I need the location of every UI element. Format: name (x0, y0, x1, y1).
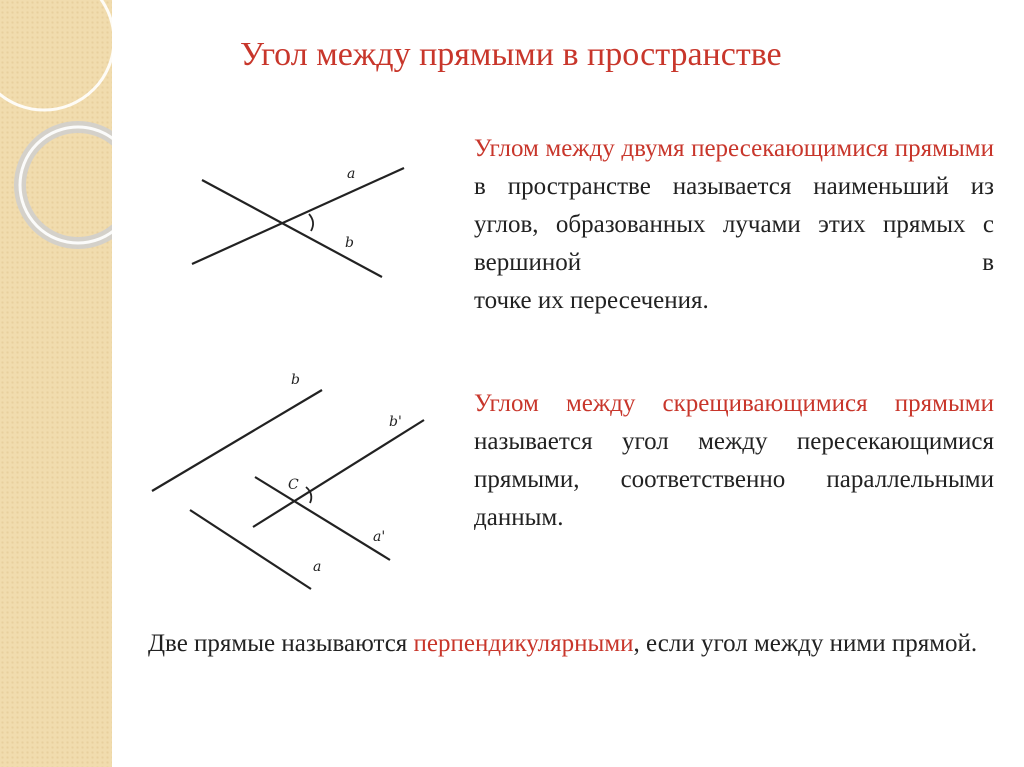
label-a-prime: a' (373, 529, 386, 545)
label-c: C (288, 477, 299, 493)
definition-text: называется угол между пересекающимися прямыми, соответственно параллельными (474, 428, 994, 493)
line-a-prime (255, 477, 390, 560)
note-text-before: Две прямые называются (148, 630, 414, 657)
definition-text: в пространстве называется наименьший из углов, образованных лучами этих прямых с вершиной в (474, 173, 994, 276)
label-b: b (291, 372, 300, 388)
slide-title: Угол между прямыми в пространстве (240, 36, 782, 73)
label-b: b (345, 235, 354, 251)
label-b-prime: b' (389, 414, 402, 430)
perpendicular-definition (148, 625, 993, 663)
line-b (152, 390, 322, 491)
definition-last-line: точке их пересечения. (474, 287, 709, 314)
line-b-prime (253, 420, 424, 527)
angle-arc (306, 487, 311, 503)
definition-last-line: данным. (474, 504, 564, 531)
definition-intersecting-lines (474, 130, 994, 320)
label-a: a (347, 166, 356, 182)
term-intersecting-lines: Углом между двумя пересекающимися прямыми (474, 135, 994, 162)
label-a: a (313, 559, 322, 575)
note-text-after: , если угол между ними прямой. (633, 630, 978, 657)
definition-skew-lines (474, 385, 994, 537)
line-a (190, 510, 311, 589)
term-skew-lines: Углом между скрещивающимися прямыми (474, 390, 994, 417)
term-perpendicular: перпендикулярными (413, 630, 634, 657)
